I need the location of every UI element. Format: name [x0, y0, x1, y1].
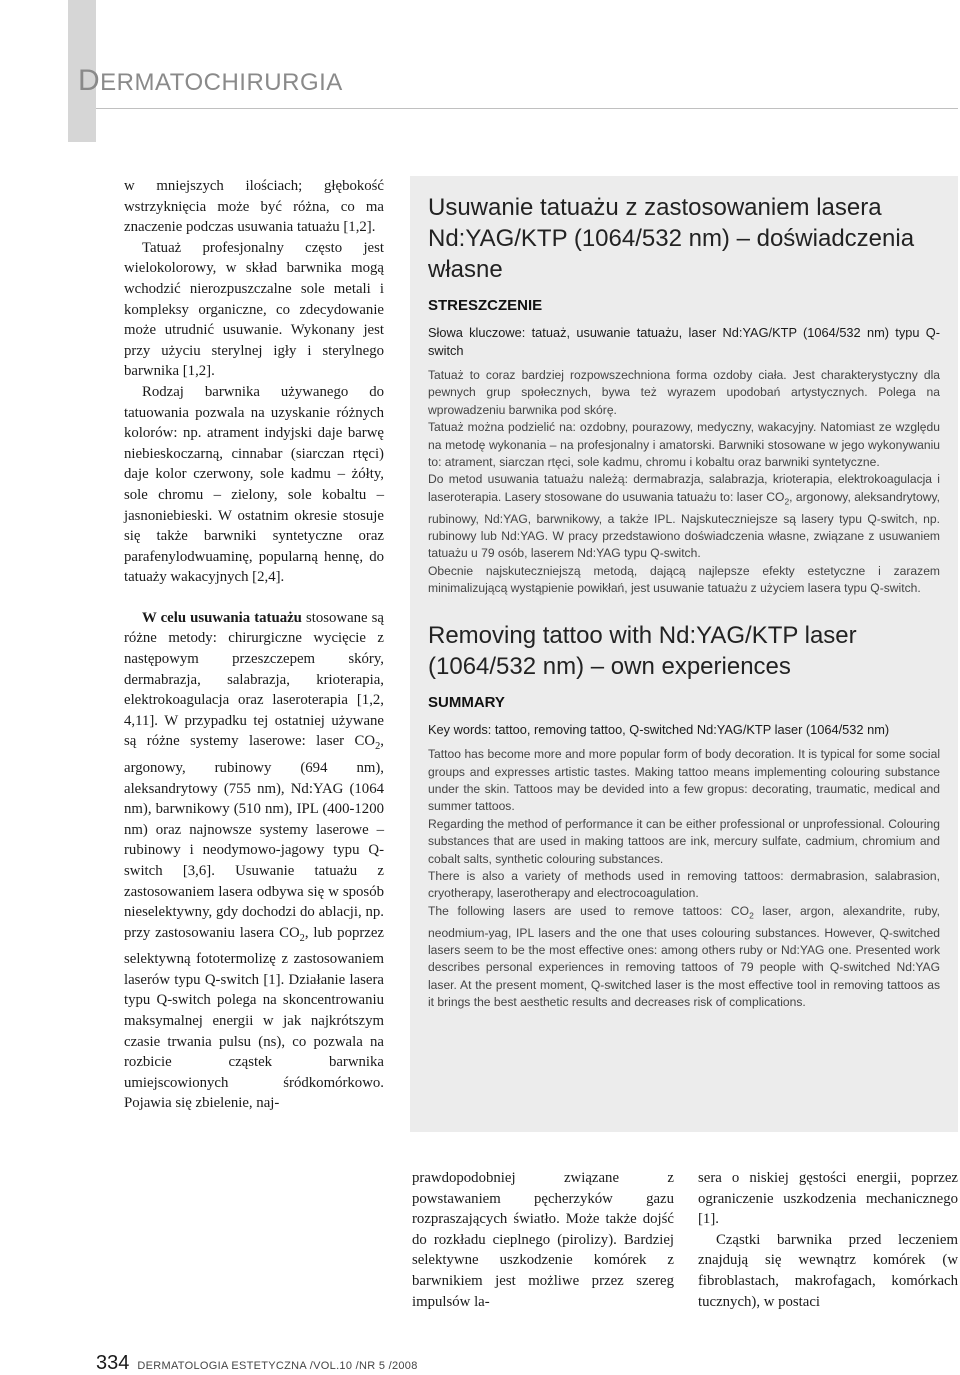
co2-subscript: 2	[375, 741, 381, 753]
co2-subscript: 2	[299, 932, 305, 944]
section-rest: ERMATOCHIRURGIA	[100, 69, 343, 96]
abstract-body-pl	[428, 367, 940, 598]
abstract-text: , argonowy, aleksandrytowy, rubinowy, Nd:YAG, barwnikowy, a także IPL. Najskuteczniejsze są lasery typu Q-switch, np. rubinowy lub Nd:YAG. W pracy przedstawiono doświadczenia własne, związane z usuwaniem tatuażu u 79 osób, laserem Nd:YAG typu Q-switch.	[428, 489, 941, 561]
section-title	[78, 64, 343, 98]
co2-subscript: 2	[749, 910, 754, 921]
abstract-title-pl: Usuwanie tatuażu z zastosowaniem lasera Nd:YAG/KTP (1064/532 nm) – doświadczenia własne	[428, 194, 915, 283]
methods-text-c: , lub poprzez selektywną fototermolizę z zastosowaniem laserów typu Q-switch [1]. Działanie lasera typu Q-switch polega na skoncentrowaniu maksymalnej energii w jak najkrótszym czasie trwania pulsu (ns), co pozwala na rozbicie cząstek barwnika umiejscowionych śródkomórkowo. Pojawia się zbielenie, naj-	[124, 924, 384, 1112]
abstract-paragraph: Obecnie najskuteczniejszą metodą, dającą najlepsze efekty estetyczne i zarazem minimalizującą wystąpienie powikłań, jest usuwanie tatuażu z użyciem lasera typu Q-switch.	[428, 563, 940, 596]
abstract-paragraph: Tatuaż można podzielić na: ozdobny, pourazowy, medyczny, wakacyjny. Natomiast ze względu na metodę wykonania – na profesjonalny i amatorski. Barwniki stosowane w jego wykonywaniu to: atrament, siarczan rtęci, sole kadmu, chromu i kobaltu oraz barwniki syntetyczne.	[428, 420, 940, 470]
middle-text-column	[412, 1168, 674, 1312]
left-paragraph: Tatuaż profesjonalny często jest wielokolorowy, w skład barwnika mogą wchodzić nierozpuszczalne sole metali i kompleksy organiczne, co zdecydowanie może utrudnić usuwanie. Wykonany jest przy użyciu sterylnej igły i sterylnego barwnika [1,2].	[124, 239, 384, 380]
abstract-paragraph	[428, 471, 940, 562]
abstract-text: The following lasers are used to remove tattoos: CO	[428, 903, 750, 918]
section-initial: D	[78, 64, 101, 97]
right-paragraph: sera o niskiej gęstości energii, poprzez ograniczenie uszkodzenia mechanicznego [1].	[698, 1170, 958, 1228]
methods-text-b: , argonowy, rubinowy (694 nm), aleksandrytowy (755 nm), Nd:YAG (1064 nm), barwnikowy (510 nm), IPL (400-1200 nm) oraz najnowsze systemy laserowe – rubinowy i neodymowo-jagowy typu Q-switch [3,6]. Usuwanie tatuażu z zastosowaniem lasera odbywa się w sposób nieselektywny, gdy dochodzi do ablacji, np. przy zastosowaniu lasera CO	[124, 733, 384, 941]
abstract-title-en: Removing tattoo with Nd:YAG/KTP laser (1064/532 nm) – own experiences	[428, 621, 857, 680]
page-number: 334	[96, 1352, 130, 1374]
left-paragraph-methods	[124, 608, 384, 1114]
abstract-box	[410, 176, 958, 1132]
right-text-column	[698, 1168, 958, 1312]
abstract-text: laser, argon, alexandrite, ruby, neodmium-yag, IPL lasers and the one that uses colouring substances. However, Q-switched lasers seem to be the most effective ones: among others ruby or Nd:YAG one. Presented work describes personal experiences in removing tattoos of 79 people with Q-switched Nd:YAG laser. At the present moment, Q-switched laser is the most effective tool in removing tattoos as it brings the best aesthetic results and decreases risk of complications.	[428, 903, 940, 1010]
header-rule	[96, 108, 958, 109]
left-text-column	[124, 176, 384, 1114]
abstract-paragraph	[428, 903, 940, 1012]
abstract-text: Do metod usuwania tatuażu należą: dermabrazja, salabrazja, krioterapia, elektrokoagulacja i laseroterapia. Lasery stosowane do usuwania tatuażu to: laser CO	[428, 472, 940, 504]
methods-lead: W celu usuwania tatuażu	[142, 609, 302, 626]
abstract-heading-pl: STRESZCZENIE	[428, 297, 543, 314]
mid-paragraph: prawdopodobniej związane z powstawaniem pęcherzyków gazu rozpraszających światło. Może także dojść do rozkładu cieplnego (pirolizy). Bardziej selektywne uszkodzenie komórek z barwnikiem jest możliwe przez szereg impulsów la-	[412, 1170, 674, 1310]
abstract-paragraph: Regarding the method of performance it can be either professional or unprofessional. Colouring substances that are used in making tattoos are ink, mercury sulfate, cadmium, chromium and cobalt salts, synthetic colouring substances.	[428, 816, 940, 866]
right-paragraph: Cząstki barwnika przed leczeniem znajdują się wewnątrz komórek (w fibroblastach, makrofagach, komórkach tucznych), w postaci	[698, 1231, 958, 1310]
keywords-pl: Słowa kluczowe: tatuaż, usuwanie tatuażu, laser Nd:YAG/KTP (1064/532 nm) typu Q-switch	[428, 325, 940, 358]
left-paragraph: Rodzaj barwnika używanego do tatuowania pozwala na uzyskanie różnych kolorów: np. atrament indyjski daje barwę niebieskoczarną, cinnabar (siarczan rtęci) daje kolor czerwony, sole kadmu – żółty, sole chromu – zielony, sole kobaltu – jasnoniebieski. W ostatnim okresie stosuje się także barwniki syntetyczne oraz parafenylodwuaminę, popularną hennę, do tatuaży wakacyjnych [2,4].	[124, 383, 384, 586]
abstract-paragraph: Tattoo has become more and more popular form of body decoration. It is typical for some social groups and expresses artistic tastes. Making tattoo means implementing colouring substance under the skin. Tattoos may be devided into a few gropus: decorating, traumatic, medical and summer tattoos.	[428, 747, 940, 814]
page-footer	[96, 1352, 418, 1375]
co2-subscript: 2	[784, 496, 790, 507]
journal-citation: DERMATOLOGIA ESTETYCZNA /VOL.10 /NR 5 /2008	[137, 1360, 418, 1372]
abstract-body-en	[428, 746, 940, 1012]
abstract-paragraph: Tatuaż to coraz bardziej rozpowszechniona forma ozdoby ciała. Jest charakterystyczny dla pewnych grup społecznych, bywa też wyrazem upodobań artystycznych. Polega na wprowadzeniu barwnika pod skórę.	[428, 368, 940, 417]
keywords-en: Key words: tattoo, removing tattoo, Q-switched Nd:YAG/KTP laser (1064/532 nm)	[428, 721, 890, 737]
methods-text-a: stosowane są różne metody: chirurgiczne wycięcie z następowym przeszczepem skóry, dermabrazja, salabrazja, krioterapia, elektrokoagulacja oraz laseroterapia [1,2, 4,11]. W przypadku tej ostatniej używane są różne systemy laserowe: laser CO	[124, 609, 384, 750]
left-paragraph: w mniejszych ilościach; głębokość wstrzyknięcia może być różna, co ma znaczenie podczas usuwania tatuażu [1,2].	[124, 178, 384, 236]
abstract-paragraph: There is also a variety of methods used in removing tattoos: dermabrasion, salabrasion, cryotherapy, laserotherapy and electrocoagulation.	[428, 869, 940, 901]
abstract-heading-en: SUMMARY	[428, 693, 505, 711]
